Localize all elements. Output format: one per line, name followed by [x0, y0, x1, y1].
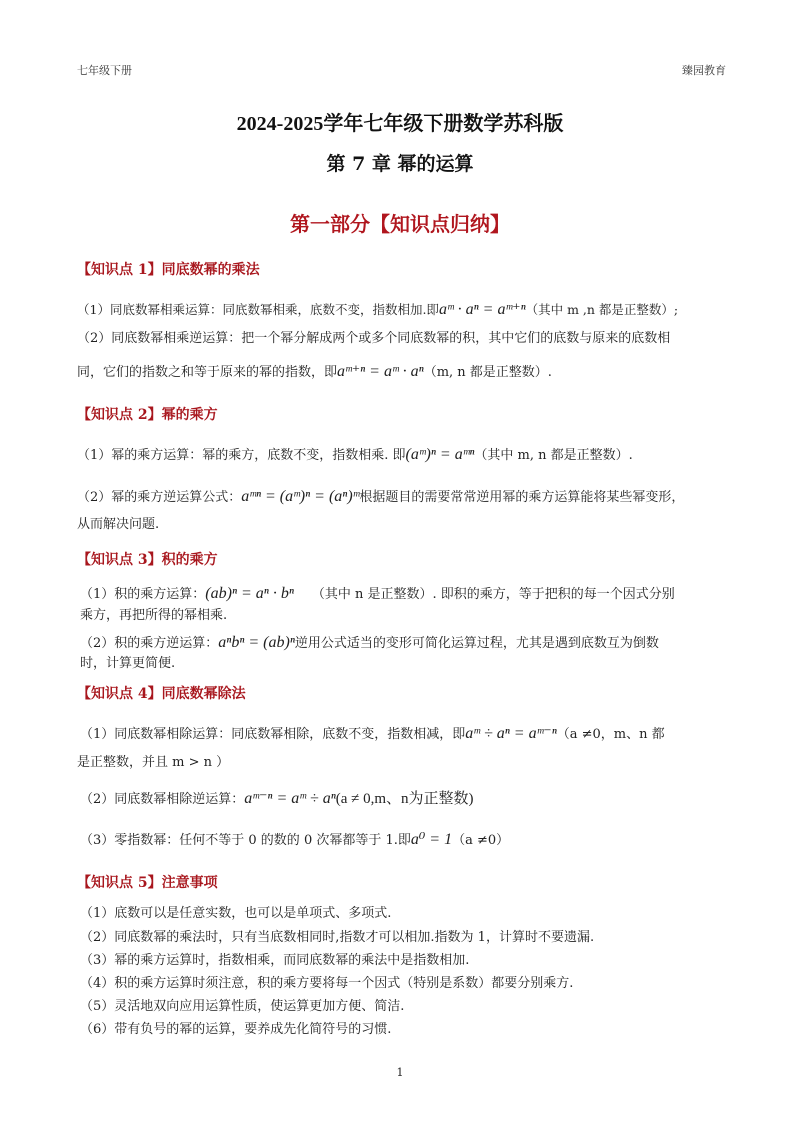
section-2-item-2: [77, 487, 727, 506]
item-text: （2）同底数幂相乘逆运算：把一个幂分解成两个或多个同底数幂的积，其中它们的底数与原来的底数相: [77, 331, 671, 346]
item-text: （a ≠0，m、n 都: [556, 727, 665, 742]
item-text: （其中 n 是正整数）. 即积的乘方，等于把积的每一个因式分别: [311, 587, 675, 602]
item-text: 同，它们的指数之和等于原来的幂的指数，即: [77, 365, 338, 380]
item-text: （其中 m, n 都是正整数）.: [474, 448, 633, 463]
section-1-item-2-cont: [77, 362, 727, 381]
section-4-item-1: [80, 724, 730, 743]
item-text: 根据题目的需要常常逆用幂的乘方运算能将某些幂变形，: [359, 490, 685, 505]
formula: (aᵐ)ⁿ = aᵐⁿ: [405, 446, 475, 463]
section-heading-5: 【知识点 5】注意事项: [77, 875, 218, 891]
section-heading-2: 【知识点 2】幂的乘方: [77, 407, 218, 423]
section-3-item-2: [80, 633, 730, 652]
item-text: （1）幂的乘方运算：幂的乘方，底数不变，指数相乘. 即: [77, 448, 406, 463]
item-text: 从而解决问题.: [77, 517, 160, 532]
note-item: （3）幂的乘方运算时，指数相乘，而同底数幂的乘法中是指数相加.: [80, 953, 470, 968]
formula-condition: (a ≠ 0,m、n为正整数): [335, 791, 474, 807]
formula: a⁰ = 1: [410, 831, 453, 848]
formula: aᵐ · aⁿ = aᵐ⁺ⁿ: [438, 301, 526, 318]
section-heading-1: 【知识点 1】同底数幂的乘法: [77, 262, 260, 278]
item-text: 乘方，再把所得的幂相乘.: [80, 608, 228, 623]
formula: aᵐⁿ = (aᵐ)ⁿ = (aⁿ)ᵐ: [241, 488, 360, 505]
running-header-right: 臻园教育: [682, 64, 726, 77]
section-4-item-3: [80, 830, 730, 849]
item-text: 逆用公式适当的变形可简化运算过程，尤其是遇到底数互为倒数: [294, 636, 659, 651]
part-heading: 第一部分【知识点归纳】: [290, 212, 510, 236]
note-item: （2）同底数幂的乘法时，只有当底数相同时,指数才可以相加.指数为 1，计算时不要遗漏.: [80, 930, 595, 945]
section-3-item-1-cont: [80, 608, 730, 624]
section-heading-4: 【知识点 4】同底数幂除法: [77, 686, 246, 702]
formula: aᵐ ÷ aⁿ = aᵐ⁻ⁿ: [465, 725, 557, 742]
item-text: （1）积的乘方运算：: [80, 587, 206, 602]
formula: aᵐ⁻ⁿ = aᵐ ÷ aⁿ: [244, 790, 336, 807]
section-2-item-1: [77, 445, 727, 464]
item-text: 时，计算更简便.: [80, 656, 176, 671]
item-text: （a ≠0）: [452, 833, 510, 848]
section-1-item-1: [77, 300, 727, 319]
note-item: （5）灵活地双向应用运算性质，使运算更加方便、简洁.: [80, 999, 405, 1014]
running-header-left: 七年级下册: [77, 64, 132, 77]
item-text: （2）幂的乘方逆运算公式：: [77, 490, 242, 505]
section-1-item-2: [77, 331, 727, 347]
formula: (ab)ⁿ = aⁿ · bⁿ: [205, 585, 294, 602]
item-text: 是正整数，并且 m > n ）: [77, 755, 230, 770]
note-item: （6）带有负号的幂的运算，要养成先化简符号的习惯.: [80, 1022, 392, 1037]
section-4-item-2: [80, 789, 730, 808]
chapter-title: 第 7 章 幂的运算: [326, 153, 474, 175]
formula: aⁿbⁿ = (ab)ⁿ: [218, 634, 295, 651]
section-3-item-2-cont: [80, 656, 730, 672]
item-text: （其中 m ,n 都是正整数）;: [525, 302, 679, 317]
section-3-item-1: [80, 584, 730, 603]
item-text: （2）积的乘方逆运算：: [80, 636, 219, 651]
item-text: （1）同底数幂相除运算：同底数幂相除，底数不变，指数相减，即: [80, 727, 466, 742]
section-2-item-2-cont: [77, 517, 727, 533]
section-4-item-1-cont: [77, 755, 727, 771]
item-text: （3）零指数幂：任何不等于 0 的数的 0 次幂都等于 1.即: [80, 833, 411, 848]
formula: aᵐ⁺ⁿ = aᵐ · aⁿ: [337, 363, 424, 380]
page-number: 1: [396, 1066, 404, 1079]
item-text: （1）同底数幂相乘运算：同底数幂相乘，底数不变，指数相加.即: [77, 302, 439, 317]
section-heading-3: 【知识点 3】积的乘方: [77, 552, 218, 568]
item-text: （m, n 都是正整数）.: [423, 365, 552, 380]
note-item: （1）底数可以是任意实数，也可以是单项式、多项式.: [80, 906, 392, 921]
document-title: 2024-2025学年七年级下册数学苏科版: [236, 113, 564, 135]
item-text: （2）同底数幂相除逆运算：: [80, 792, 245, 807]
note-item: （4）积的乘方运算时须注意，积的乘方要将每一个因式（特别是系数）都要分别乘方.: [80, 976, 574, 991]
